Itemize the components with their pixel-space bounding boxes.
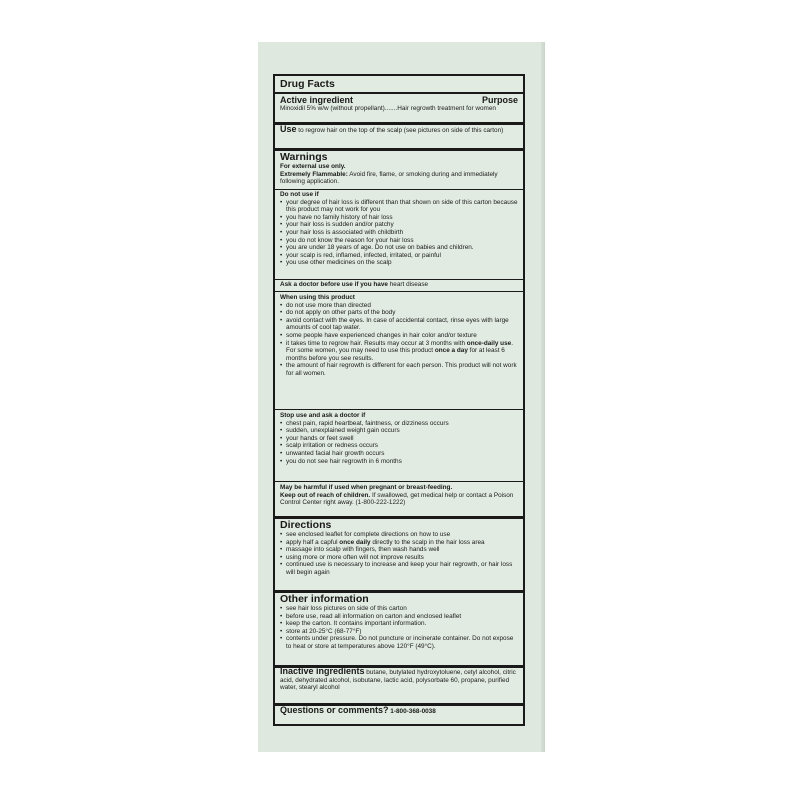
use-text: to regrow hair on the top of the scalp (see pictures on side of this carton) bbox=[296, 127, 504, 134]
item-text: directly to the scalp in the hair loss area bbox=[370, 538, 485, 546]
flammable-text: Avoid fire, flame, or smoking during and immediately following application. bbox=[280, 170, 498, 186]
inactive-heading: Inactive ingredients bbox=[280, 666, 365, 676]
drug-facts-panel bbox=[273, 74, 525, 726]
when-using-heading: When using this product bbox=[280, 294, 355, 301]
list-item: • using more or more often will not improve results bbox=[280, 554, 518, 562]
warnings-heading: Warnings bbox=[280, 151, 328, 163]
list-item: • your degree of hair loss is different than that shown on side of this carton because this product may not work for you bbox=[280, 199, 518, 214]
do-not-use-heading: Do not use if bbox=[280, 191, 319, 198]
do-not-use-rule bbox=[275, 279, 523, 280]
keep-out-label: Keep out of reach of children. bbox=[280, 491, 371, 499]
active-ingredient-heading: Active ingredient bbox=[280, 95, 354, 105]
stop-use-section bbox=[277, 412, 521, 465]
list-item: • massage into scalp with fingers, then wash hands well bbox=[280, 546, 518, 554]
list-item: • store at 20-25°C (68-77°F) bbox=[280, 628, 518, 636]
list-item: • see enclosed leaflet for complete directions on how to use bbox=[280, 531, 518, 539]
item-emphasis: once a day bbox=[434, 347, 468, 355]
stop-use-list bbox=[280, 420, 518, 466]
list-item: • sudden, unexplained weight gain occurs bbox=[280, 427, 518, 435]
item-text: apply half a capful bbox=[286, 538, 340, 546]
do-not-use-list bbox=[280, 199, 518, 267]
external-use-text: For external use only. bbox=[280, 163, 346, 170]
questions-heading: Questions or comments? bbox=[280, 705, 389, 715]
list-item: • contents under pressure. Do not puncture or incinerate container. Do not expose to heat or store at temperatures above 120°F (49°C). bbox=[280, 635, 518, 650]
pregnancy-warning: May be harmful if used when pregnant or breast-feeding. bbox=[280, 484, 453, 491]
list-item: • your scalp is red, inflamed, infected, irritated, or painful bbox=[280, 252, 518, 260]
carton-back-panel bbox=[258, 42, 545, 752]
purpose-heading: Purpose bbox=[481, 95, 518, 105]
active-ingredient-line: Minoxidil 5% w/w (without propellant).......Hair regrowth treatment for women bbox=[280, 105, 496, 112]
list-item: • your hair loss is associated with childbirth bbox=[280, 229, 518, 237]
ask-doctor-text: heart disease bbox=[387, 281, 429, 288]
list-item: • you use other medicines on the scalp bbox=[280, 259, 518, 267]
when-using-section bbox=[277, 294, 521, 378]
list-item: • scalp irritation or redness occurs bbox=[280, 442, 518, 450]
stop-use-rule bbox=[275, 481, 523, 482]
warnings-rule bbox=[275, 189, 523, 190]
item-text: for at least 6 months before you see results. bbox=[286, 347, 505, 362]
list-item: • some people have experienced changes in hair color and/or texture bbox=[280, 332, 518, 340]
directions-section bbox=[277, 519, 521, 577]
questions-section bbox=[277, 707, 521, 716]
other-info-list bbox=[280, 605, 518, 651]
ask-doctor-rule bbox=[275, 291, 523, 292]
list-item: • you have no family history of hair loss bbox=[280, 214, 518, 222]
item-emphasis: once daily bbox=[339, 538, 371, 546]
list-item: • you do not see hair regrowth in 6 months bbox=[280, 458, 518, 466]
use-heading: Use bbox=[280, 124, 297, 134]
other-info-section bbox=[277, 593, 521, 651]
ask-doctor-label: Ask a doctor before use if you have bbox=[280, 281, 388, 288]
use-section bbox=[277, 126, 521, 135]
list-item: • see hair loss pictures on side of this carton bbox=[280, 605, 518, 613]
other-info-heading: Other information bbox=[280, 593, 369, 605]
item-emphasis: once-daily use bbox=[466, 339, 512, 347]
list-item: • the amount of hair regrowth is different for each person. This product will not work for all women. bbox=[280, 362, 518, 377]
item-text: it takes time to regrow hair. Results may occur at 3 months with bbox=[286, 339, 467, 347]
inactive-text: butane, butylated hydroxytoluene, cetyl alcohol, citric acid, dehydrated alcohol, isobutane, lactic acid, polysorbate 60, propane, purified water, stearyl alcohol bbox=[280, 669, 516, 692]
list-item: • your hands or feet swell bbox=[280, 435, 518, 443]
list-item: • your hair loss is sudden and/or patchy bbox=[280, 221, 518, 229]
list-item bbox=[280, 539, 518, 547]
list-item: • you are under 18 years of age. Do not use on babies and children. bbox=[280, 244, 518, 252]
list-item: • chest pain, rapid heartbeat, faintness, or dizziness occurs bbox=[280, 420, 518, 428]
directions-heading: Directions bbox=[280, 519, 332, 531]
keep-out-text: If swallowed, get medical help or contact a Poison Control Center right away. (1-800-222-1222) bbox=[280, 491, 514, 507]
list-item: • before use, read all information on carton and enclosed leaflet bbox=[280, 613, 518, 621]
active-ingredient-section bbox=[277, 95, 521, 113]
item-text: . For some women, you may need to use this product bbox=[286, 339, 513, 355]
drug-facts-title: Drug Facts bbox=[280, 78, 335, 90]
drug-facts-title-section bbox=[277, 78, 521, 90]
list-item: • do not apply on other parts of the body bbox=[280, 309, 518, 317]
list-item: • avoid contact with the eyes. In case of accidental contact, rinse eyes with large amounts of cool tap water. bbox=[280, 317, 518, 332]
inactive-section bbox=[277, 668, 521, 692]
list-item bbox=[280, 340, 518, 363]
ask-doctor-section bbox=[277, 281, 521, 289]
stop-use-heading: Stop use and ask a doctor if bbox=[280, 412, 366, 419]
list-item: • unwanted facial hair growth occurs bbox=[280, 450, 518, 458]
title-rule bbox=[275, 92, 523, 94]
list-item: • you do not know the reason for your hair loss bbox=[280, 237, 518, 245]
list-item: • keep the carton. It contains important information. bbox=[280, 620, 518, 628]
do-not-use-section bbox=[277, 191, 521, 267]
active-rule bbox=[275, 122, 523, 125]
directions-list bbox=[280, 531, 518, 577]
warnings-section bbox=[277, 151, 521, 186]
list-item: • continued use is necessary to increase and keep your hair regrowth, or hair loss will begin again bbox=[280, 561, 518, 576]
when-using-rule bbox=[275, 409, 523, 410]
questions-phone: 1-800-368-0038 bbox=[388, 708, 436, 715]
list-item: • do not use more than directed bbox=[280, 302, 518, 310]
flammable-label: Extremely Flammable: bbox=[280, 170, 348, 178]
pregnancy-section bbox=[277, 484, 521, 507]
when-using-list bbox=[280, 302, 518, 378]
